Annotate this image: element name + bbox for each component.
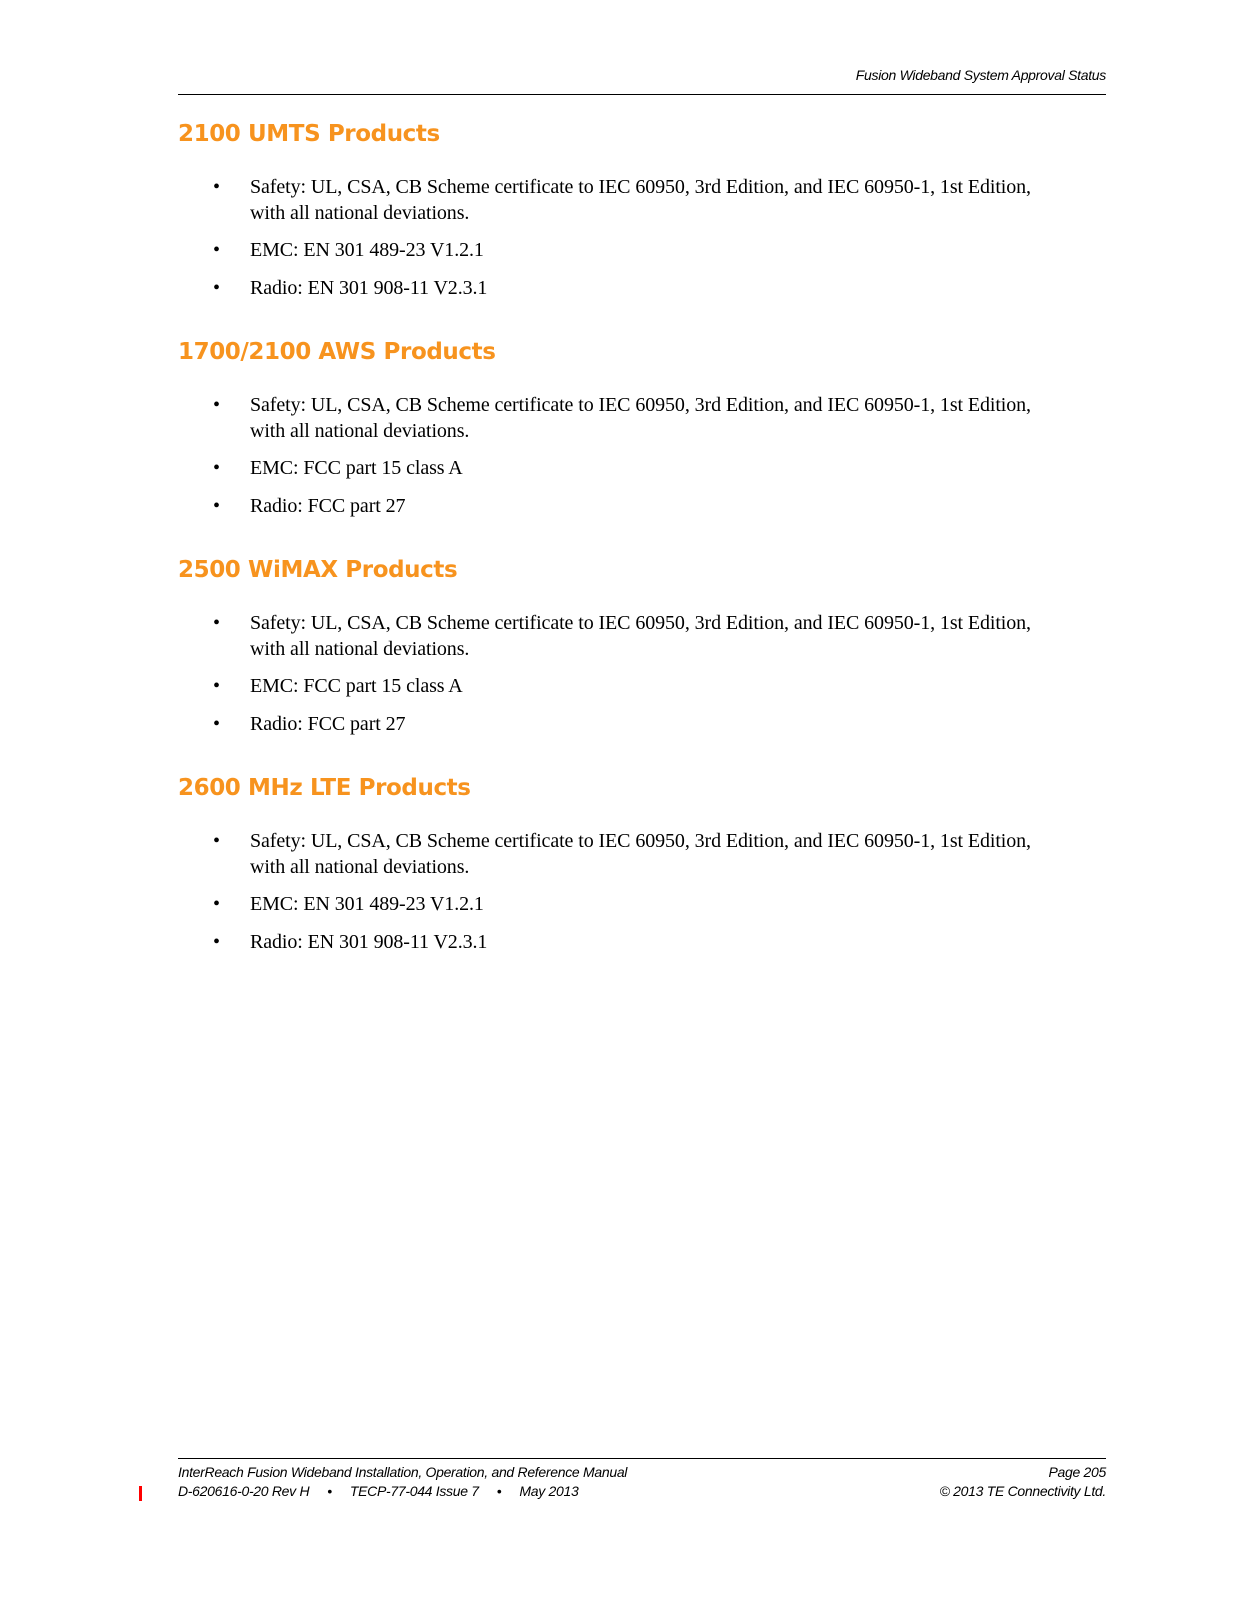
footer-separator: •	[327, 1483, 332, 1499]
item-text: EMC: EN 301 489-23 V1.2.1	[250, 239, 484, 261]
list-item	[178, 456, 1106, 482]
bullet-icon: •	[213, 394, 220, 416]
list-item	[178, 238, 1106, 264]
footer-manual-title: InterReach Fusion Wideband Installation, Operation, and Reference Manual	[178, 1464, 628, 1480]
running-header-title: Fusion Wideband System Approval Status	[855, 67, 1106, 83]
item-text-continued: with all national deviations.	[250, 419, 470, 442]
footer-tecp: TECP-77-044 Issue 7	[349, 1483, 479, 1499]
item-text: Radio: FCC part 27	[250, 712, 406, 735]
bullet-icon: •	[213, 712, 220, 735]
item-text: Radio: FCC part 27	[250, 494, 406, 517]
section-title: 1700/2100 AWS Products	[178, 339, 496, 365]
section-title: 2500 WiMAX Products	[178, 557, 458, 583]
footer-doc-info	[178, 1482, 627, 1501]
section-aws	[178, 337, 1106, 531]
list-item	[178, 674, 1106, 700]
footer-rule	[178, 1458, 1106, 1459]
item-list	[178, 829, 1106, 955]
footer-date: May 2013	[519, 1483, 579, 1499]
bullet-icon: •	[213, 893, 220, 915]
item-text: Safety: UL, CSA, CB Scheme certificate to IEC 60950, 3rd Edition, and IEC 60950-1, 1st Edition,	[250, 830, 1031, 852]
item-text-continued: with all national deviations.	[250, 855, 470, 878]
footer-doc-number: D-620616-0-20 Rev H	[178, 1483, 310, 1499]
section-wimax	[178, 555, 1106, 749]
item-text: EMC: FCC part 15 class A	[250, 675, 463, 697]
item-text: Safety: UL, CSA, CB Scheme certificate to IEC 60950, 3rd Edition, and IEC 60950-1, 1st Edition,	[250, 394, 1031, 416]
section-title: 2100 UMTS Products	[178, 121, 440, 147]
change-bar	[139, 1486, 142, 1501]
footer-left	[178, 1463, 627, 1501]
list-item	[178, 494, 1106, 520]
section-title: 2600 MHz LTE Products	[178, 775, 471, 801]
bullet-icon: •	[213, 176, 220, 198]
item-text: EMC: FCC part 15 class A	[250, 457, 463, 479]
list-item	[178, 892, 1106, 918]
list-item	[178, 829, 1106, 880]
footer-copyright: © 2013 TE Connectivity Ltd.	[939, 1483, 1106, 1499]
bullet-icon: •	[213, 675, 220, 697]
bullet-icon: •	[213, 239, 220, 261]
item-text: Radio: EN 301 908-11 V2.3.1	[250, 930, 488, 953]
list-item	[178, 930, 1106, 956]
page-number: Page 205	[1048, 1464, 1106, 1480]
list-item	[178, 712, 1106, 738]
item-text: Safety: UL, CSA, CB Scheme certificate to IEC 60950, 3rd Edition, and IEC 60950-1, 1st Edition,	[250, 612, 1031, 634]
list-item	[178, 276, 1106, 302]
bullet-icon: •	[213, 612, 220, 634]
list-item	[178, 175, 1106, 226]
item-text-continued: with all national deviations.	[250, 637, 470, 660]
list-item	[178, 393, 1106, 444]
bullet-icon: •	[213, 276, 220, 299]
footer-separator: •	[496, 1483, 502, 1499]
bullet-icon: •	[213, 457, 220, 479]
item-text: Safety: UL, CSA, CB Scheme certificate to IEC 60950, 3rd Edition, and IEC 60950-1, 1st Edition,	[250, 176, 1031, 198]
section-lte	[178, 773, 1106, 967]
item-text: EMC: EN 301 489-23 V1.2.1	[250, 893, 484, 915]
footer-right	[940, 1463, 1106, 1501]
item-list	[178, 611, 1106, 737]
item-text: Radio: EN 301 908-11 V2.3.1	[250, 276, 488, 299]
item-list	[178, 393, 1106, 519]
bullet-icon: •	[213, 930, 220, 953]
bullet-icon: •	[213, 494, 220, 517]
list-item	[178, 611, 1106, 662]
item-list	[178, 175, 1106, 301]
header-rule	[178, 94, 1106, 95]
section-umts	[178, 119, 1106, 313]
item-text-continued: with all national deviations.	[250, 201, 470, 224]
bullet-icon: •	[213, 830, 220, 852]
